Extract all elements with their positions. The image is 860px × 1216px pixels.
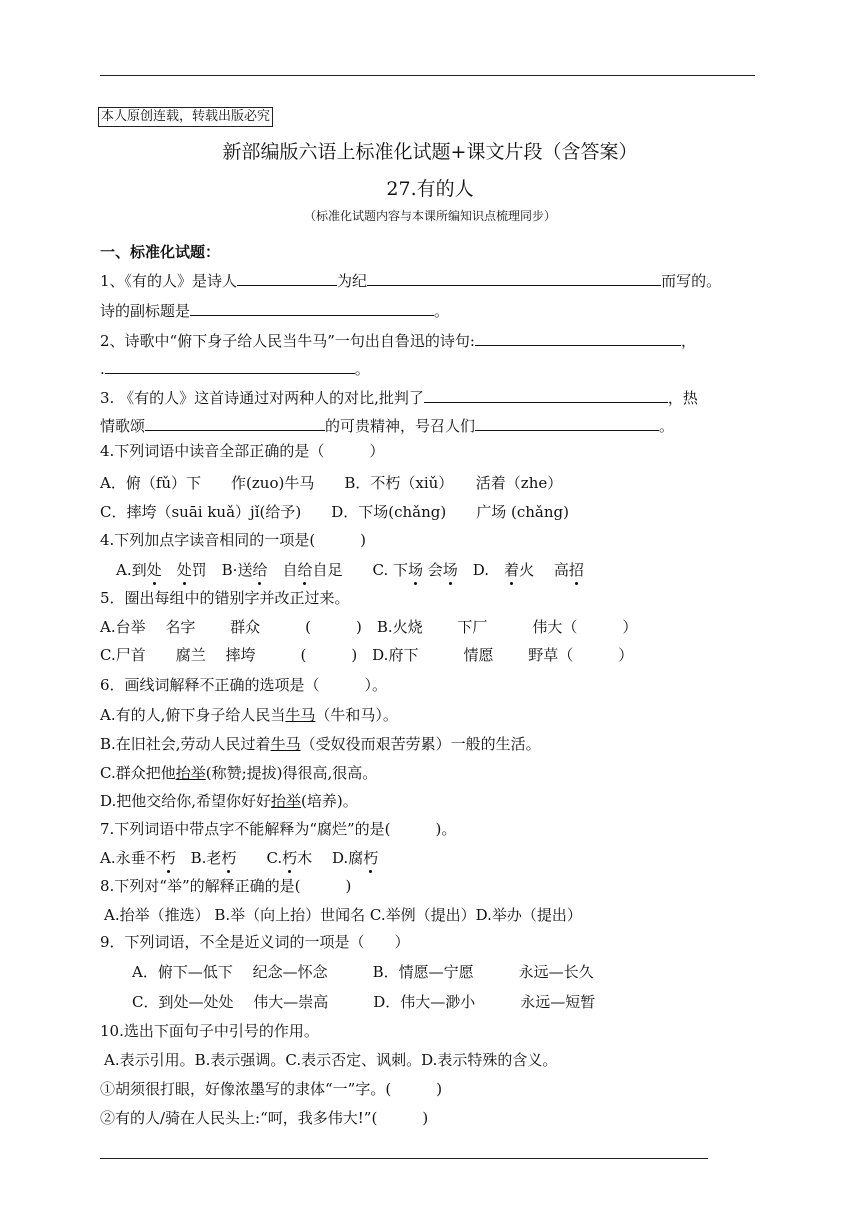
question-7-options: A.永垂不朽 B.老朽 C.朽木 D.腐朽 — [100, 849, 379, 867]
dotted-char: 场 — [407, 561, 423, 579]
section-heading: 一、标准化试题： — [100, 243, 221, 261]
question-5-stem: 5．圈出每组中的错别字并改正过来。 — [100, 589, 350, 607]
dotted-char: 场 — [442, 561, 458, 579]
question-3-line-2: 情歌颂 的可贵精神，号召人们 。 — [100, 417, 675, 435]
question-10-options: A.表示引用。B.表示强调。C.表示否定、讽刺。D.表示特殊的含义。 — [104, 1051, 558, 1069]
question-3-line-1: 3. 《有的人》这首诗通过对两种人的对比,批判了 ，热 — [100, 389, 698, 407]
question-9-row-1: A．俯下—低下 纪念—怀念 B．情愿—宁愿 永远—长久 — [132, 963, 594, 981]
question-2-line-1: 2、诗歌中“俯下身子给人民当牛马”一句出自鲁迅的诗句: ， — [100, 332, 696, 350]
question-6-option-b: B.在旧社会,劳动人民过着牛马（受奴役而艰苦劳累）一般的生活。 — [100, 735, 541, 753]
question-10-sentence-1: ①胡须很打眼，好像浓墨写的隶体“一”字。( ) — [100, 1080, 443, 1098]
underlined-word: 抬举 — [271, 792, 302, 810]
question-7-stem: 7.下列词语中带点字不能解释为“腐烂”的是( )。 — [100, 820, 457, 838]
answer-blank[interactable] — [475, 415, 659, 431]
dotted-char: 朽 — [221, 849, 237, 867]
question-9-row-2: C．到处—处处 伟大—崇高 D．伟大—渺小 永远—短暂 — [132, 993, 596, 1011]
dotted-char: 着 — [504, 561, 520, 579]
copyright-notice: 本人原创连载，转载出版必究 — [98, 107, 273, 127]
answer-blank[interactable] — [145, 415, 325, 431]
answer-blank[interactable] — [475, 330, 681, 346]
question-8-options: A.抬举（推选） B.举（向上抬）世闻名 C.举例（提出）D.举办（提出） — [104, 906, 582, 924]
question-10-sentence-2: ②有的人/骑在人民头上:“呵，我多伟大!”( ) — [100, 1109, 429, 1127]
answer-blank[interactable] — [237, 270, 337, 286]
dotted-char: 招 — [568, 561, 584, 579]
document-title: 新部编版六语上标准化试题+课文片段（含答案） — [222, 141, 638, 163]
underlined-word: 牛马 — [285, 706, 316, 724]
question-1-line-2: 诗的副标题是 。 — [100, 302, 450, 320]
question-5-row-2: C.尸首 腐兰 摔垮 ( ) D.府下 情愿 野草（ ） — [100, 646, 634, 664]
question-4-options-cd: C．摔垮（suāi kuǎ）jǐ(给予) D．下场(chǎng) 广场 (chǎng) — [100, 503, 569, 521]
footer-rule — [100, 1158, 708, 1159]
question-4b-stem: 4.下列加点字读音相同的一项是( ) — [100, 531, 367, 549]
question-4b-options: A.到处 处罚 B·送给 自给自足 C. 下场 会场 D. 着火 高招 — [116, 561, 584, 579]
underlined-word: 牛马 — [270, 735, 301, 753]
question-4-stem: 4.下列词语中读音全部正确的是（ ） — [100, 442, 385, 460]
answer-blank[interactable] — [424, 387, 668, 403]
question-5-row-1: A.台举 名字 群众 ( ) B.火烧 下厂 伟大（ ） — [100, 618, 638, 636]
question-6-option-c: C.群众把他抬举(称赞;提拔)得很高,很高。 — [100, 764, 378, 782]
underlined-word: 抬举 — [175, 764, 206, 782]
dotted-char: 朽 — [160, 849, 176, 867]
answer-blank[interactable] — [105, 358, 355, 374]
question-9-stem: 9．下列词语，不全是近义词的一项是（ ） — [100, 933, 410, 951]
dotted-char: 朽 — [363, 849, 379, 867]
answer-blank[interactable] — [367, 270, 661, 286]
question-10-stem: 10.选出下面句子中引号的作用。 — [100, 1022, 319, 1040]
dotted-char: 给 — [252, 561, 268, 579]
dotted-char: 给 — [297, 561, 313, 579]
question-8-stem: 8.下列对“举”的解释正确的是( ) — [100, 877, 352, 895]
dotted-char: 处 — [146, 561, 162, 579]
dotted-char: 朽 — [282, 849, 298, 867]
document-subtitle: （标准化试题内容与本课所编知识点梳理同步） — [303, 209, 556, 223]
question-6-stem: 6．画线词解释不正确的选项是（ ）。 — [100, 676, 388, 694]
header-rule — [100, 75, 755, 76]
lesson-title: 27.有的人 — [386, 178, 474, 200]
question-6-option-a: A.有的人,俯下身子给人民当牛马（牛和马）。 — [100, 706, 398, 724]
question-6-option-d: D.把他交给你,希望你好好抬举(培养)。 — [100, 792, 358, 810]
question-1-line-1: 1、《有的人》是诗人 为纪 而写的。 — [100, 272, 722, 290]
question-2-line-2: . 。 — [100, 360, 370, 378]
dotted-char: 处 — [176, 561, 192, 579]
question-4-options-ab: A．俯（fǔ）下 作(zuo)牛马 B．不朽（xiǔ） 活着（zhe） — [100, 474, 563, 492]
answer-blank[interactable] — [190, 300, 434, 316]
